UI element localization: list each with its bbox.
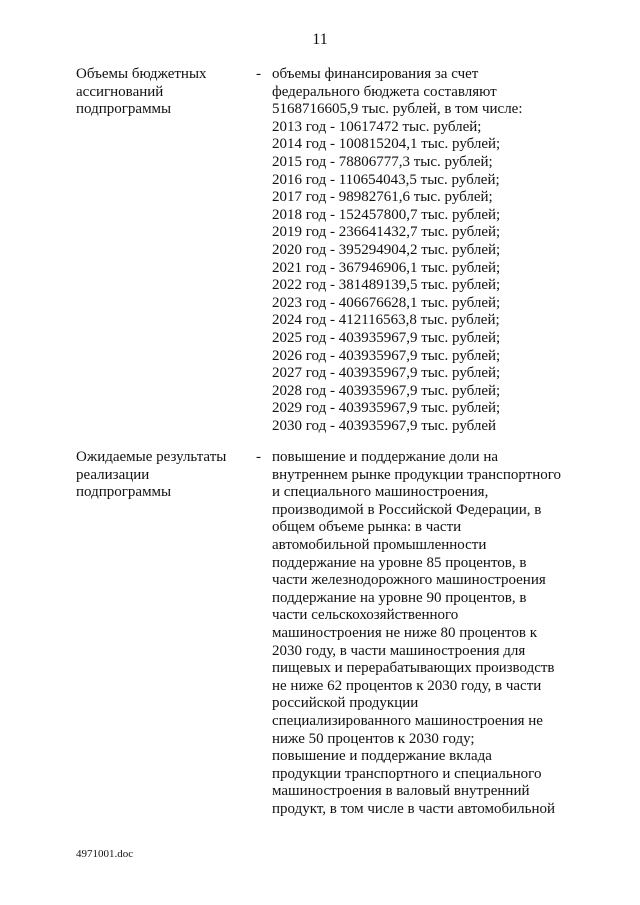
section-label xyxy=(76,66,246,119)
content-line: 2013 год - 10617472 тыс. рублей; xyxy=(272,118,482,135)
content-line: 2027 год - 403935967,9 тыс. рублей; xyxy=(272,365,501,382)
content-line: 2030 год - 403935967,9 тыс. рублей xyxy=(272,417,497,434)
content-line: повышение и поддержание доли на xyxy=(272,449,499,465)
section-dash: - xyxy=(256,449,261,465)
content-line: части железнодорожного машиностроения xyxy=(272,572,546,589)
content-line: части сельскохозяйственного xyxy=(272,607,459,624)
content-line: 2022 год - 381489139,5 тыс. рублей; xyxy=(272,277,501,294)
content-line: 5168716605,9 тыс. рублей, в том числе: xyxy=(272,101,523,118)
content-line: внутреннем рынке продукции транспортного xyxy=(272,466,562,483)
content-line: объемы финансирования за счет xyxy=(272,66,479,82)
content-line: 2016 год - 110654043,5 тыс. рублей; xyxy=(272,171,500,188)
content-line: не ниже 62 процентов к 2030 году, в части xyxy=(272,677,542,694)
content-line: машиностроения в валовый внутренний xyxy=(272,783,530,800)
content-line: ниже 50 процентов к 2030 году; xyxy=(272,730,475,747)
document-filename: 4971001.doc xyxy=(76,848,134,860)
content-line: 2026 год - 403935967,9 тыс. рублей; xyxy=(272,347,501,364)
label-line: реализации xyxy=(76,466,150,483)
content-line: 2015 год - 78806777,3 тыс. рублей; xyxy=(272,153,493,170)
content-line: 2028 год - 403935967,9 тыс. рублей; xyxy=(272,382,501,399)
content-line: поддержание на уровне 90 процентов, в xyxy=(272,589,527,606)
content-line: 2024 год - 412116563,8 тыс. рублей; xyxy=(272,312,500,329)
content-line: 2018 год - 152457800,7 тыс. рублей; xyxy=(272,206,501,223)
label-line: подпрограммы xyxy=(76,101,172,118)
label-line: Объемы бюджетных xyxy=(76,66,207,82)
section-dash: - xyxy=(256,66,261,82)
content-line: машиностроения не ниже 80 процентов к xyxy=(272,624,537,641)
content-line: 2017 год - 98982761,6 тыс. рублей; xyxy=(272,189,493,206)
content-line: производимой в Российской Федерации, в xyxy=(272,501,542,518)
content-line: и специального машиностроения, xyxy=(272,484,489,501)
page-number: 11 xyxy=(312,31,328,48)
content-line: российской продукции xyxy=(272,695,419,712)
content-line: 2021 год - 367946906,1 тыс. рублей; xyxy=(272,259,501,276)
content-line: пищевых и перерабатывающих производств xyxy=(272,660,555,677)
section-content xyxy=(272,449,572,818)
section-content xyxy=(272,66,572,435)
content-line: автомобильной промышленности xyxy=(272,536,487,553)
content-line: 2019 год - 236641432,7 тыс. рублей; xyxy=(272,224,501,241)
content-line: продукции транспортного и специального xyxy=(272,765,542,782)
label-line: ассигнований xyxy=(76,83,164,100)
content-line: 2014 год - 100815204,1 тыс. рублей; xyxy=(272,136,501,153)
content-line: 2030 году, в части машиностроения для xyxy=(272,642,526,659)
content-line: 2025 год - 403935967,9 тыс. рублей; xyxy=(272,329,501,346)
content-line: специализированного машиностроения не xyxy=(272,712,543,729)
content-line: общем объеме рынка: в части xyxy=(272,519,462,536)
label-line: Ожидаемые результаты xyxy=(76,449,227,465)
label-line: подпрограммы xyxy=(76,484,172,501)
section-label xyxy=(76,449,246,502)
content-line: повышение и поддержание вклада xyxy=(272,748,492,765)
content-line: продукт, в том числе в части автомобильной xyxy=(272,800,556,817)
content-line: 2020 год - 395294904,2 тыс. рублей; xyxy=(272,241,501,258)
content-line: поддержание на уровне 85 процентов, в xyxy=(272,554,527,571)
content-line: федерального бюджета составляют xyxy=(272,83,497,100)
content-line: 2029 год - 403935967,9 тыс. рублей; xyxy=(272,400,501,417)
content-line: 2023 год - 406676628,1 тыс. рублей; xyxy=(272,294,501,311)
